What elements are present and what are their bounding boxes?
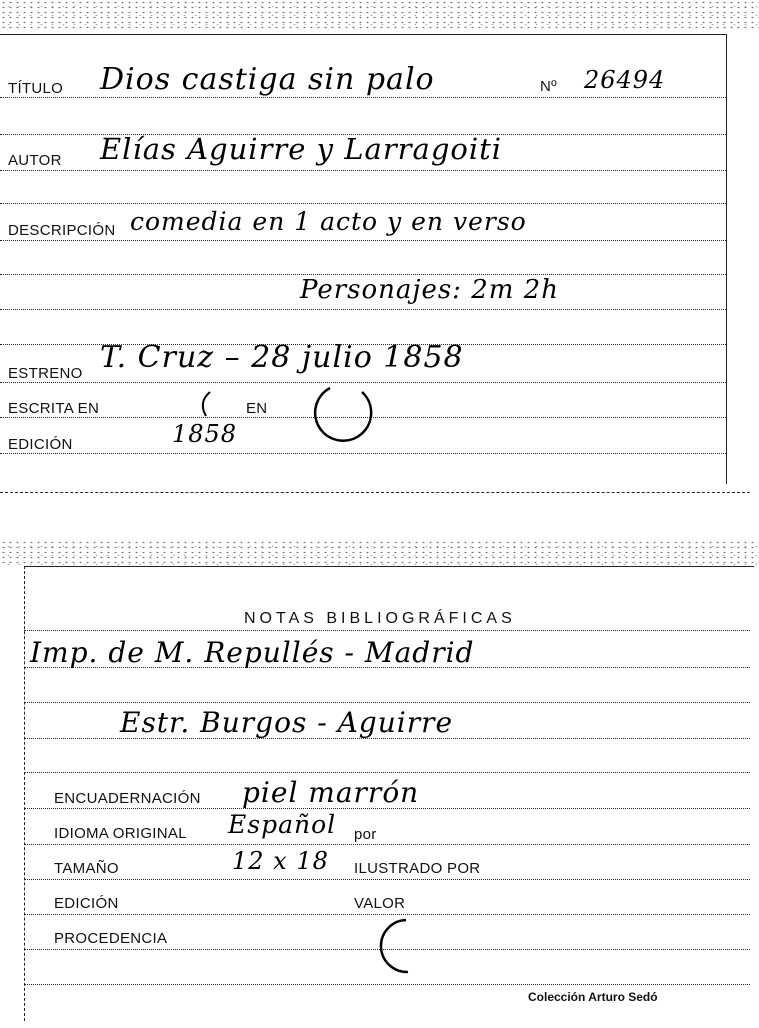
procedencia-label: PROCEDENCIA — [54, 930, 168, 947]
autor-label: AUTOR — [8, 152, 62, 169]
tamano-label: TAMAÑO — [54, 860, 119, 877]
card-edge-texture — [0, 540, 759, 566]
titulo-label: TÍTULO — [8, 80, 64, 97]
round-stamp-mark — [310, 380, 380, 450]
valor-label: VALOR — [354, 895, 406, 912]
por-label: por — [354, 826, 377, 843]
catalog-card-bottom — [0, 540, 759, 1028]
idioma-label: IDIOMA ORIGINAL — [54, 825, 187, 842]
edicion-label-2: EDICIÓN — [54, 895, 119, 912]
ilustrado-label: ILUSTRADO POR — [354, 860, 481, 877]
card-edge-texture — [0, 0, 759, 30]
card-top-border — [0, 34, 726, 35]
tamano-value: 12 x 18 — [232, 847, 329, 875]
encuadernacion-value: piel marrón — [242, 776, 420, 809]
en-label: EN — [246, 400, 268, 417]
numero-label: Nº — [540, 78, 557, 95]
descripcion-value: comedia en 1 acto y en verso — [130, 207, 527, 236]
descripcion-label: DESCRIPCIÓN — [8, 222, 116, 239]
personajes-value: Personajes: 2m 2h — [300, 275, 559, 305]
round-stamp-mark — [368, 914, 428, 978]
estreno-value: T. Cruz – 28 julio 1858 — [100, 340, 464, 375]
card-right-border — [726, 34, 727, 484]
nota-line-1: Imp. de M. Repullés - Madrid — [30, 636, 475, 669]
edicion-value: 1858 — [172, 420, 238, 448]
card-left-border — [24, 566, 25, 1021]
idioma-value: Español — [228, 810, 337, 839]
catalog-card-top — [0, 0, 759, 500]
bracket-mark — [196, 390, 216, 420]
escrita-en-label: ESCRITA EN — [8, 400, 100, 417]
nota-line-2: Estr. Burgos - Aguirre — [120, 706, 454, 739]
notas-heading: NOTAS BIBLIOGRÁFICAS — [244, 610, 516, 627]
autor-value: Elías Aguirre y Larragoiti — [100, 132, 503, 166]
titulo-value: Dios castiga sin palo — [100, 62, 435, 97]
numero-value: 26494 — [584, 66, 666, 94]
edicion-label: EDICIÓN — [8, 436, 73, 453]
encuadernacion-label: ENCUADERNACIÓN — [54, 790, 201, 807]
estreno-label: ESTRENO — [8, 365, 83, 382]
collection-footer: Colección Arturo Sedó — [528, 990, 658, 1004]
